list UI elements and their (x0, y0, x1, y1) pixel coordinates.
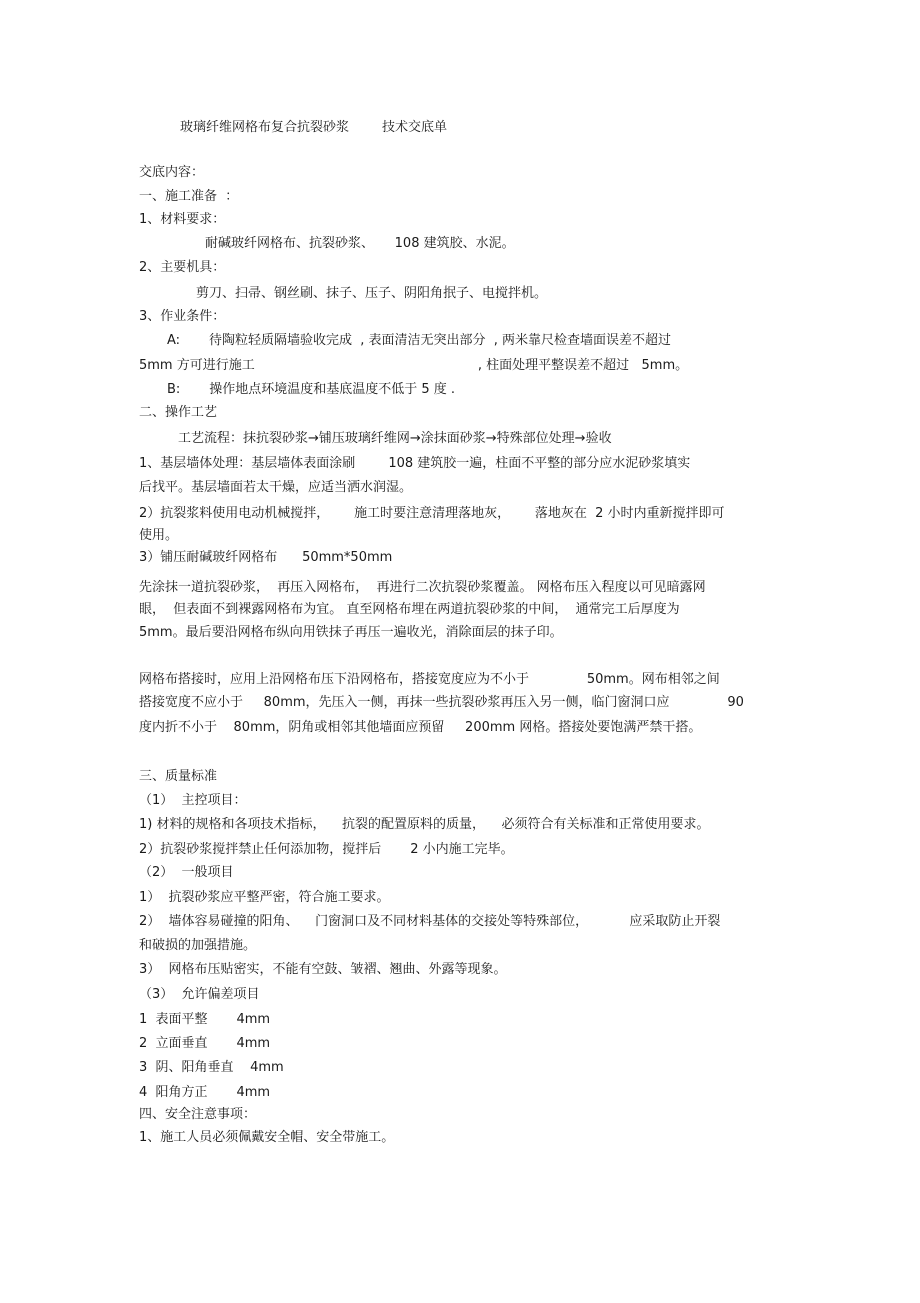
text-line: （1） 主控项目： (139, 793, 247, 808)
text-line: 工艺流程：抹抗裂砂浆→铺压玻璃纤维网→涂抹面砂浆→特殊部位处理→验收 (178, 431, 612, 446)
text-line: 耐碱玻纤网格布、抗裂砂浆、 108 建筑胶、水泥。 (205, 236, 515, 251)
section-heading: 一、施工准备 ： (139, 189, 239, 204)
text-line: 1、材料要求： (139, 212, 226, 227)
text-line: 眼， 但表面不到裸露网格布为宜。 直至网格布埋在两道抗裂砂浆的中间， 通常完工后厚度为 (139, 602, 680, 617)
section-heading: 三、质量标准 (139, 769, 218, 784)
document-title: 玻璃纤维网格布复合抗裂砂浆 技术交底单 (180, 120, 448, 135)
text-line: 剪刀、扫帚、钢丝刷、抹子、压子、阴阳角抿子、电搅拌机。 (196, 286, 548, 301)
text-line: 搭接宽度不应小于 80mm，先压入一侧，再抹一些抗裂砂浆再压入另一侧，临门窗洞口应 90 (139, 695, 744, 710)
text-line: 3）铺压耐碱玻纤网格布 50mm*50mm (139, 550, 393, 565)
text-line: 5mm 方可进行施工 , 柱面处理平整误差不超过 5mm。 (139, 358, 689, 373)
section-heading: 四、安全注意事项： (139, 1107, 257, 1122)
text-line: 1） 抗裂砂浆应平整严密，符合施工要求。 (139, 890, 390, 905)
text-line: 5mm。最后要沿网格布纵向用铁抹子再压一遍收光，消除面层的抹子印。 (139, 625, 563, 640)
text-line: 度内折不小于 80mm，阴角或相邻其他墙面应预留 200mm 网格。搭接处要饱满严禁干搭。 (139, 720, 702, 735)
text-line: 1、施工人员必须佩戴安全帽、安全带施工。 (139, 1130, 395, 1145)
text-line: B: 操作地点环境温度和基底温度不低于 5 度 . (167, 382, 456, 397)
text-line: 2）抗裂砂浆搅拌禁止任何添加物，搅拌后 2 小内施工完毕。 (139, 842, 514, 857)
text-line: 4 阳角方正 4mm (139, 1085, 271, 1100)
text-line: 网格布搭接时，应用上沿网格布压下沿网格布，搭接宽度应为不小于 50mm。网布相邻之间 (139, 672, 720, 687)
text-line: 2、主要机具： (139, 260, 226, 275)
text-line: 2 立面垂直 4mm (139, 1036, 271, 1051)
text-line: （2） 一般项目 (139, 865, 234, 880)
text-line: 2）抗裂浆料使用电动机械搅拌， 施工时要注意清理落地灰， 落地灰在 2 小时内重新搅拌即可 (139, 506, 725, 521)
text-line: 3、作业条件： (139, 309, 226, 324)
text-line: 3 阴、阳角垂直 4mm (139, 1060, 284, 1075)
text-line: （3） 允许偏差项目 (139, 987, 260, 1002)
section-heading: 二、操作工艺 (139, 405, 218, 420)
text-line: 1、基层墙体处理：基层墙体表面涂刷 108 建筑胶一遍，柱面不平整的部分应水泥砂浆填实 (139, 456, 691, 471)
text-line: A: 待陶粒轻质隔墙验收完成 , 表面清洁无突出部分 , 两米靠尺检查墙面误差不超过 (167, 333, 672, 348)
text-line: 后找平。基层墙面若太干燥，应适当洒水润湿。 (139, 480, 413, 495)
text-line: 和破损的加强措施。 (139, 938, 257, 953)
text-line: 3） 网格布压贴密实，不能有空鼓、皱褶、翘曲、外露等现象。 (139, 962, 507, 977)
text-line: 交底内容： (139, 165, 205, 180)
text-line: 2） 墙体容易碰撞的阳角、 门窗洞口及不同材料基体的交接处等特殊部位， 应采取防止开裂 (139, 914, 721, 929)
text-line: 使用。 (139, 528, 179, 543)
text-line: 先涂抹一道抗裂砂浆， 再压入网格布， 再进行二次抗裂砂浆覆盖。 网格布压入程度以可见暗露网 (139, 580, 706, 595)
text-line: 1 表面平整 4mm (139, 1012, 271, 1027)
text-line: 1) 材料的规格和各项技术指标， 抗裂的配置原料的质量， 必须符合有关标准和正常使用要求。 (139, 817, 710, 832)
